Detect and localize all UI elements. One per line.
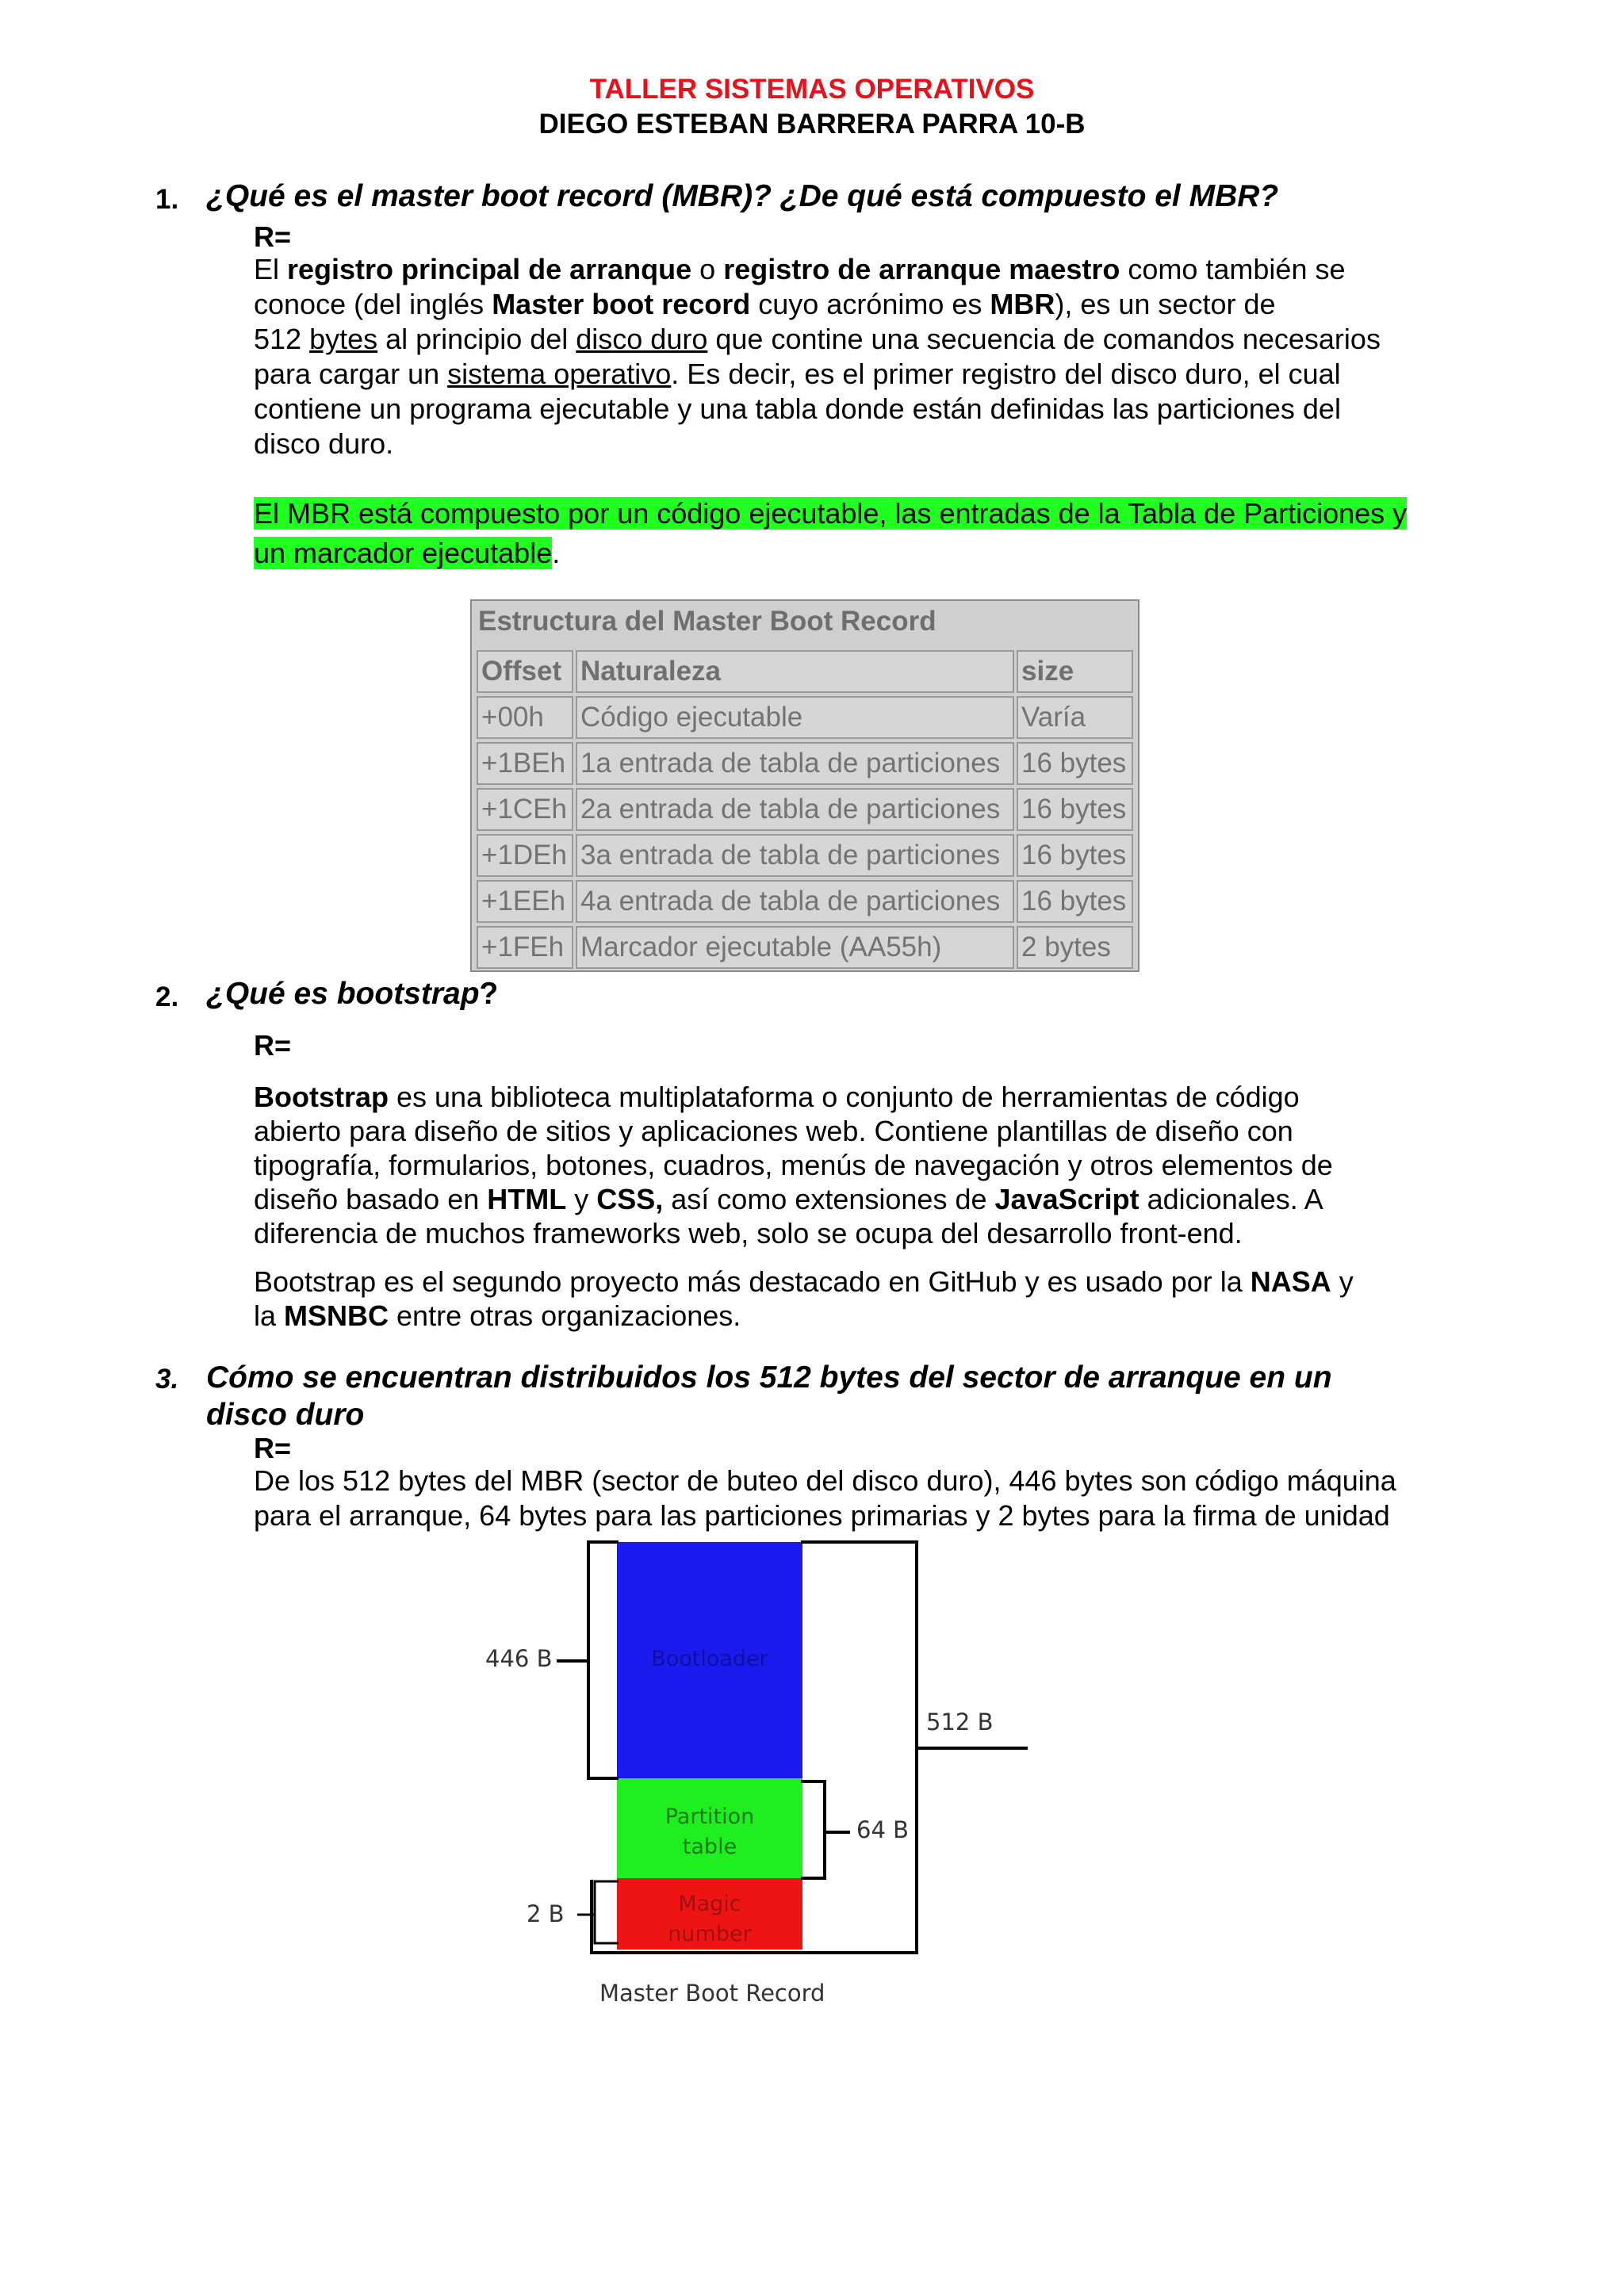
table-cell: 3a entrada de tabla de particiones [576, 834, 1014, 877]
disco-duro-link[interactable]: disco duro [576, 323, 708, 355]
table-cell: 1a entrada de tabla de particiones [576, 742, 1014, 785]
question-1-number: 1. [155, 184, 179, 215]
question-3-answer-label: R= [254, 1432, 292, 1464]
answer-line: diferencia de muchos frameworks web, solo se ocupa del desarrollo front-end. [254, 1217, 1243, 1249]
answer-line: disco duro. [254, 427, 394, 460]
question-1-answer-label: R= [254, 220, 292, 253]
label-446-bytes: 446 B [485, 1645, 553, 1672]
bootloader-label: Bootloader [651, 1647, 768, 1671]
table-cell: 16 bytes [1017, 834, 1133, 877]
table-cell: 16 bytes [1017, 742, 1133, 785]
table-cell: Varía [1017, 696, 1133, 739]
highlighted-line: El MBR está compuesto por un código ejecutable, las entradas de la Tabla de Particiones y [254, 497, 1408, 530]
answer-line: Bootstrap es el segundo proyecto más destacado en GitHub y es usado por la NASA y [254, 1265, 1354, 1298]
bytes-link[interactable]: bytes [309, 323, 378, 355]
question-3-title: Cómo se encuentran distribuidos los 512 bytes del sector de arranque en un disco duro [206, 1360, 1332, 1432]
document-author: DIEGO ESTEBAN BARRERA PARRA 10-B [538, 109, 1086, 140]
answer-line: tipografía, formularios, botones, cuadros, menús de navegación y otros elementos de [254, 1149, 1333, 1181]
table-header-size: size [1017, 650, 1133, 693]
answer-line: la MSNBC entre otras organizaciones. [254, 1299, 741, 1332]
question-3-number: 3. [155, 1364, 179, 1395]
diagram-caption: Master Boot Record [599, 1980, 825, 2007]
label-64-bytes: 64 B [856, 1816, 910, 1843]
magic-number-label: Magic number [668, 1892, 752, 1946]
table-cell: +1CEh [477, 788, 573, 831]
document-title: TALLER SISTEMAS OPERATIVOS [589, 74, 1035, 105]
table-cell: 2 bytes [1017, 926, 1133, 969]
partition-table-label: Partition table [665, 1804, 755, 1859]
sistema-operativo-link[interactable]: sistema operativo [447, 358, 672, 390]
table-header-naturaleza: Naturaleza [576, 650, 1014, 693]
question-3-answer [254, 1464, 1491, 1533]
highlighted-line: un marcador ejecutable. [254, 537, 561, 569]
bracket-2 [595, 1881, 619, 1943]
answer-line: para cargar un sistema operativo. Es decir, es el primer registro del disco duro, el cual [254, 358, 1341, 390]
table-cell: +1EEh [477, 880, 573, 923]
table-header-offset: Offset [477, 650, 573, 693]
table-cell: Marcador ejecutable (AA55h) [576, 926, 1014, 969]
question-1-title: ¿Qué es el master boot record (MBR)? ¿De qué está compuesto el MBR? [206, 179, 1279, 213]
answer-line: 512 bytes al principio del disco duro que contine una secuencia de comandos necesarios [254, 323, 1381, 355]
answer-line: Bootstrap es una biblioteca multiplataforma o conjunto de herramientas de código [254, 1081, 1300, 1113]
question-2-answer-label: R= [254, 1029, 292, 1062]
answer-line: para el arranque, 64 bytes para las particiones primarias y 2 bytes para la firma de unidad [254, 1499, 1390, 1532]
mbr-diagram-svg [468, 1534, 1039, 2026]
mbr-structure-table [470, 599, 1139, 972]
label-512-bytes: 512 B [926, 1709, 994, 1735]
question-1-answer [254, 252, 1491, 571]
answer-line: abierto para diseño de sitios y aplicaciones web. Contiene plantillas de diseño con [254, 1115, 1293, 1147]
table-cell: 2a entrada de tabla de particiones [576, 788, 1014, 831]
question-2-answer [254, 1080, 1491, 1333]
answer-line: contiene un programa ejecutable y una tabla donde están definidas las particiones del [254, 392, 1341, 425]
answer-line: conoce (del inglés Master boot record cuyo acrónimo es MBR), es un sector de [254, 288, 1276, 320]
answer-line: De los 512 bytes del MBR (sector de buteo del disco duro), 446 bytes son código máquina [254, 1464, 1396, 1497]
table-cell: 16 bytes [1017, 880, 1133, 923]
bracket-64 [801, 1781, 825, 1878]
table-cell: 4a entrada de tabla de particiones [576, 880, 1014, 923]
table-cell: +00h [477, 696, 573, 739]
question-2-number: 2. [155, 982, 179, 1012]
bracket-446 [588, 1542, 619, 1778]
table-cell: +1BEh [477, 742, 573, 785]
mbr-diagram [468, 1534, 1039, 2026]
table-cell: +1DEh [477, 834, 573, 877]
answer-line: El registro principal de arranque o registro de arranque maestro como también se [254, 253, 1346, 285]
table-cell: Código ejecutable [576, 696, 1014, 739]
label-2-bytes: 2 B [527, 1900, 565, 1927]
answer-line: diseño basado en HTML y CSS, así como extensiones de JavaScript adicionales. A [254, 1183, 1323, 1215]
table-caption: Estructura del Master Boot Record [478, 606, 936, 637]
table-cell: 16 bytes [1017, 788, 1133, 831]
question-2-title: ¿Qué es bootstrap? [206, 977, 499, 1011]
table-cell: +1FEh [477, 926, 573, 969]
